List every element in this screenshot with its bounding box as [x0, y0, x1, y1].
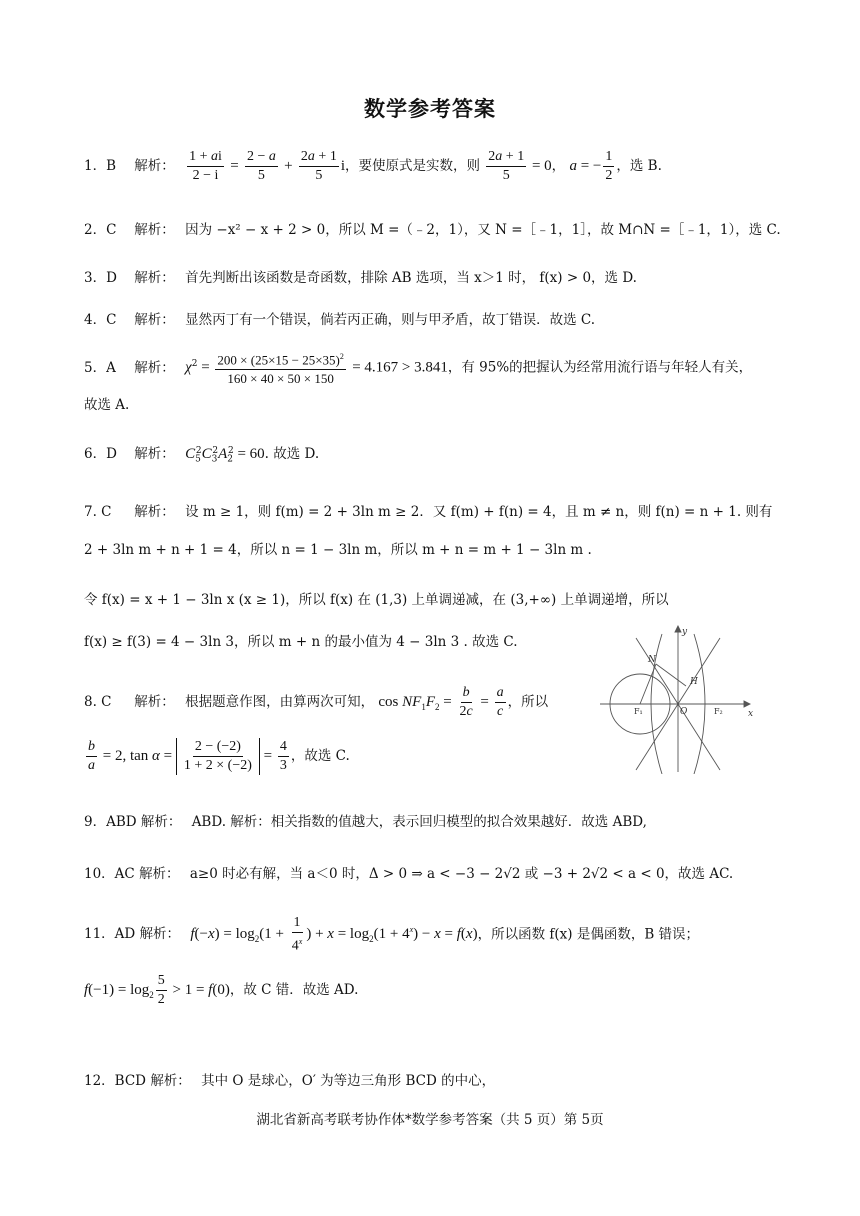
answer-11-line2: $f(-1) = \log_2$ $\frac{5}{2}$ > 1 = f(0)，故 C 错．故选 AD. — [84, 973, 359, 1007]
answer-number: 1．B — [84, 158, 117, 174]
page-title: 数学参考答案 — [364, 97, 496, 121]
label-h: H — [690, 677, 698, 687]
answer-7: 7. C 解析： 设 m ≥ 1，则 f(m) = 2 + 3ln m ≥ 2．又 f(m) + f(n) = 4，且 m ≠ n，则 f(n) = n + 1. 则有 — [84, 504, 773, 520]
answer-2: 2．C 解析： 因为 −x² − x + 2 > 0，所以 M =（﹣2，1），又 N =［﹣1，1］，故 M∩N =［﹣1，1），选 C. — [84, 222, 781, 238]
label-f1: F₁ — [634, 707, 643, 716]
answer-label: 解析： — [134, 158, 175, 174]
answer-5-cont: 故选 A. — [84, 397, 130, 413]
answer-1: 1．B 解析： $\frac{1 + ai}{2 - i}$ = $\frac{2 - a}{5}$ + $\frac{2a + 1}{5}$ i，要使原式是实数，则 $\frac{2a + 1}{5}$ = 0， a = − $\frac{1}{2}$ ，选 B. — [84, 149, 662, 183]
answer-3: 3．D 解析： 首先判断出该函数是奇函数，排除 AB 选项，当 x＞1 时， f(x) > 0，选 D. — [84, 270, 637, 286]
answer-10: 10．AC 解析： a≥0 时必有解，当 a＜0 时，Δ > 0 ⇒ a < −3 − 2√2 或 −3 + 2√2 < a < 0，故选 AC. — [84, 866, 734, 882]
label-n: N — [648, 655, 656, 665]
answer-12: 12．BCD 解析： 其中 O 是球心，O′ 为等边三角形 BCD 的中心， — [84, 1073, 496, 1089]
hyperbola-figure — [600, 624, 760, 774]
label-x: x — [748, 709, 754, 719]
y-axis-arrow — [675, 626, 681, 632]
answer-4: 4．C 解析： 显然丙丁有一个错误，倘若丙正确，则与甲矛盾，故丁错误．故选 C. — [84, 312, 596, 328]
label-o: O — [680, 707, 688, 717]
answer-8: 8. C 解析： 根据题意作图，由算两次可知， $\cos NF_1F_2$ = $\frac{b}{2c}$ = $\frac{a}{c}$ ，所以 — [84, 685, 549, 719]
page-footer: 湖北省新高考联考协作体*数学参考答案（共 5 页）第 5页 — [256, 1112, 604, 1128]
answer-9: 9．ABD 解析： ABD. 解析：相关指数的值越大，表示回归模型的拟合效果越好．故选 ABD, — [84, 814, 647, 830]
answer-7-line3: 令 f(x) = x + 1 − 3ln x (x ≥ 1)，所以 f(x) 在 (1,3) 上单调递减，在 (3,+∞) 上单调递增，所以 — [84, 592, 669, 608]
answer-5: 5．A 解析： $\chi^2$ = $\frac{200 \times (25\times 15 - 25\times 35)^2}{160 \times 40 \times 50 \times 150}$ = 4.167 > 3.841，有 95%的把握认为经常用流行语与年轻人有关， — [84, 348, 752, 388]
answer-7-line2: 2 + 3ln m + n + 1 = 4，所以 n = 1 − 3ln m，所以 m + n = m + 1 − 3ln m . — [84, 542, 592, 558]
answer-8-line2: $\frac{b}{a}$ = 2, tan α = $\frac{2 - (-2)}{1 + 2 \times (-2)}$ = $\frac{4}{3}$ ，故选 C. — [88, 739, 350, 773]
answer-7-line4: f(x) ≥ f(3) = 4 − 3ln 3，所以 m + n 的最小值为 4 − 3ln 3 . 故选 C. — [84, 634, 518, 650]
label-y: y — [682, 627, 688, 637]
segment-f1-n — [640, 664, 656, 704]
answer-6: 6．D 解析： $C_5^2C_3^2A_2^2 = 60$. 故选 D. — [84, 445, 320, 465]
label-f2: F₂ — [714, 707, 723, 716]
answer-11: 11．AD 解析： $f(-x) = \log_2(1$ + $\frac{1}{4^x}$ ) + $x = \log_2(1 + 4^x) - x = f(x)$，所以函数 f(x) 是偶函数，B 错误； — [84, 915, 700, 954]
x-axis-arrow — [744, 701, 750, 707]
